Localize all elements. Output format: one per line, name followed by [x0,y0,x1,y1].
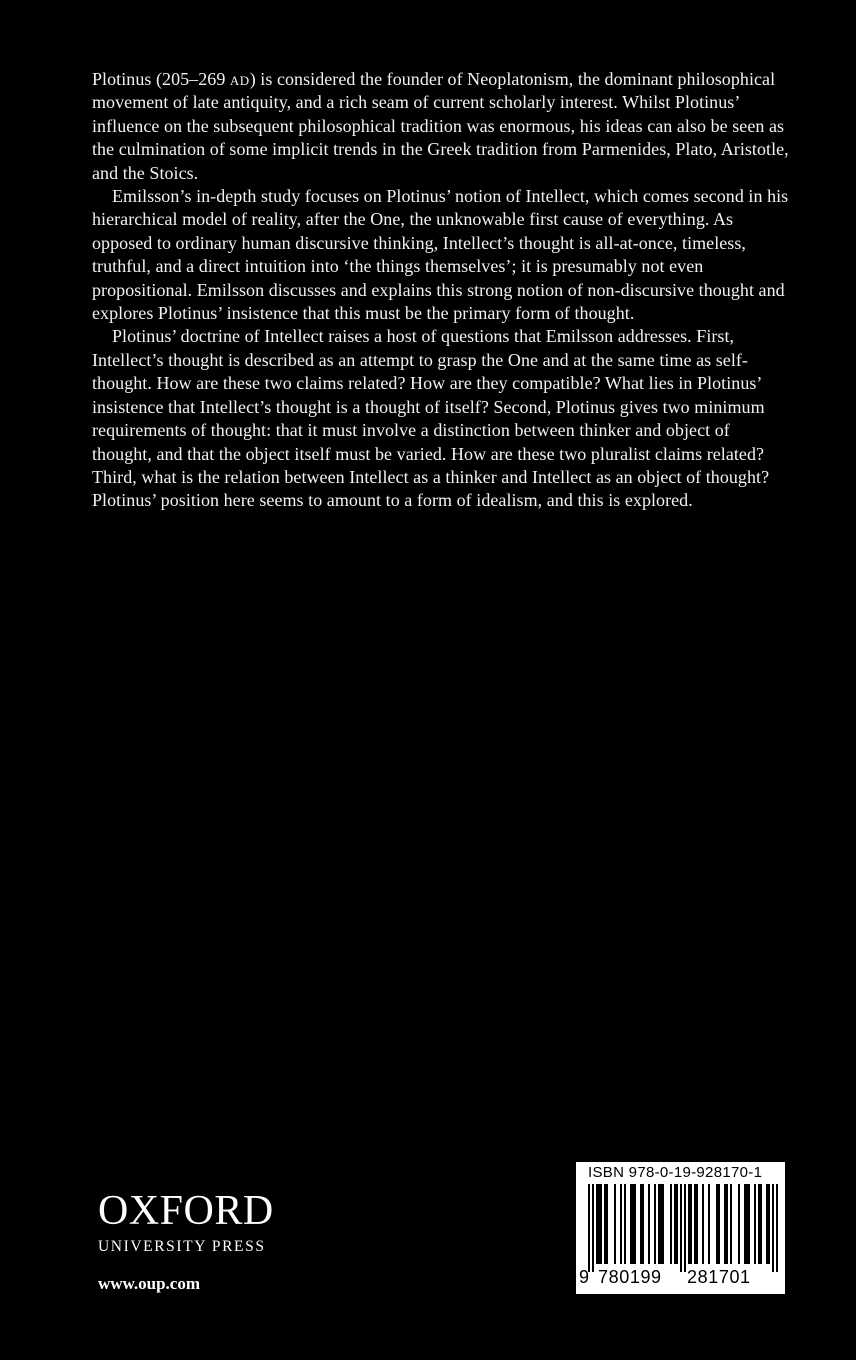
publisher-logo [98,1190,274,1256]
barcode-bar [620,1184,622,1264]
barcode-bar [724,1184,726,1264]
barcode-bar [676,1184,678,1264]
blurb-paragraph-3: Plotinus’ doctrine of Intellect raises a host of questions that Emilsson addresses. First, Intellect’s thought is described as an attempt to grasp the One and at the same time as self-thought. How are these two claims related? How are they compatible? What lies in Plotinus’ insistence that Intellect’s thought is a thought of itself? Second, Plotinus gives two minimum requirements of thought: that it must involve a distinction between thinker and object of thought, and that the object itself must be varied. How are these two pluralist claims related? Third, what is the relation between Intellect as a thinker and Intellect as an object of thought? Plotinus’ position here seems to amount to a form of idealism, and this is explored. [92,326,770,511]
barcode-bar [658,1184,660,1264]
barcode-bar [670,1184,672,1264]
publisher-name: OXFORD [98,1188,274,1234]
barcode-bar [776,1184,778,1272]
barcode-bar [684,1184,686,1272]
barcode-bar [718,1184,720,1264]
barcode-bar [708,1184,710,1264]
barcode-bars [588,1184,778,1272]
barcode-bar [642,1184,644,1264]
barcode-digits-left: 780199 [598,1267,662,1287]
barcode-bar [754,1184,756,1264]
barcode-bar [592,1184,594,1272]
barcode-bar [726,1184,728,1264]
barcode-bar [632,1184,634,1264]
barcode-digit-first: 9 [579,1267,590,1287]
barcode-bar [598,1184,600,1264]
barcode-bar [680,1184,682,1272]
barcode-bar [766,1184,768,1264]
barcode-bar [768,1184,770,1264]
isbn-label: ISBN 978-0-19-928170-1 [588,1164,763,1181]
barcode-digits [576,1267,785,1291]
barcode-bar [660,1184,662,1264]
barcode-bar [588,1184,590,1272]
blurb-paragraph-2: Emilsson’s in-depth study focuses on Plotinus’ notion of Intellect, which comes second in his hierarchical model of reality, after the One, the unknowable first cause of everything. As opposed to ordinary human discursive thinking, Intellect’s thought is all-at-once, timeless, truthful, and a direct intuition into ‘the things themselves’; it is presumably not even propositional. Emilsson discusses and explains this strong notion of non-discursive thought and explores Plotinus’ insistence that this must be the primary form of thought. [92,186,789,324]
barcode-digits-right: 281701 [687,1267,751,1287]
blurb-paragraph-1 [92,68,792,185]
barcode-bar [716,1184,718,1264]
barcode-bar [624,1184,626,1264]
barcode-bar [696,1184,698,1264]
barcode-bar [674,1184,676,1264]
barcode-bar [746,1184,748,1264]
barcode-bar [744,1184,746,1264]
era-abbreviation: ad [229,69,250,89]
barcode-bar [694,1184,696,1264]
barcode-bar [604,1184,606,1264]
barcode-bar [702,1184,704,1264]
barcode-bar [596,1184,598,1264]
blurb-p1-rest: ) is considered the founder of Neoplatonism, the dominant philosophical movement of late antiquity, and a rich seam of current scholarly interest. Whilst Plotinus’ influence on the subsequent philosophical tradition was enormous, his ideas can also be seen as the culmination of some implicit trends in the Greek tradition from Parmenides, Plato, Aristotle, and the Stoics. [92,69,789,183]
barcode-bar [654,1184,656,1264]
barcode-bar [606,1184,608,1264]
barcode-bar [630,1184,632,1264]
publisher-tagline: UNIVERSITY PRESS [98,1238,266,1255]
publisher-website[interactable]: www.oup.com [98,1274,201,1293]
barcode-bar [758,1184,760,1264]
barcode-bar [772,1184,774,1272]
barcode-bar [662,1184,664,1264]
barcode-bar [690,1184,692,1264]
barcode-bar [614,1184,616,1264]
barcode-bar [640,1184,642,1264]
barcode-bar [600,1184,602,1264]
back-cover-blurb [92,68,792,513]
blurb-p1-start: Plotinus (205–269 [92,69,230,89]
barcode-bar [730,1184,732,1264]
barcode-bar [648,1184,650,1264]
barcode-bar [748,1184,750,1264]
isbn-barcode [576,1162,785,1294]
barcode-bar [738,1184,740,1264]
barcode-bar [760,1184,762,1264]
barcode-bar [688,1184,690,1264]
barcode-bar [634,1184,636,1264]
